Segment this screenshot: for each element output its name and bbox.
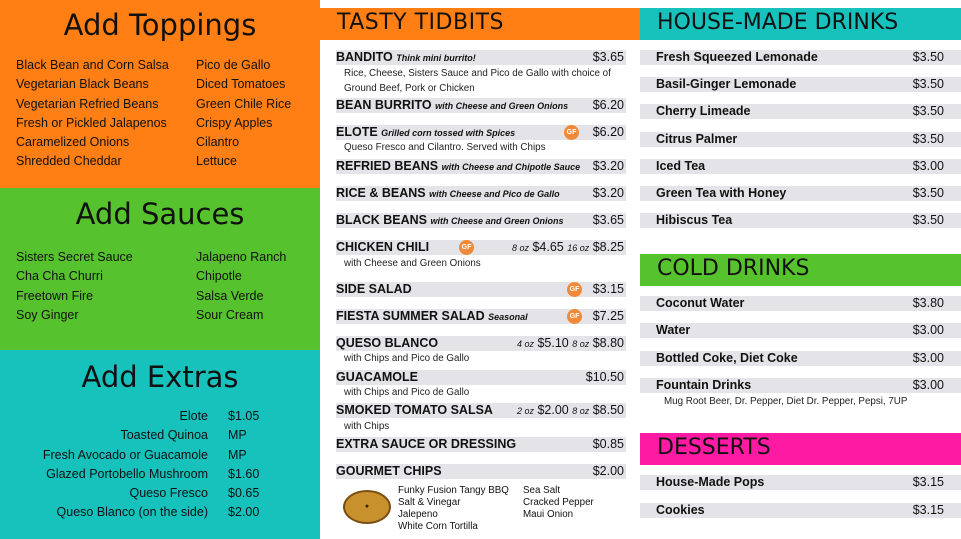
item-price-sizes: [480, 403, 624, 417]
dessert-price: $3.15: [912, 475, 944, 489]
gluten-free-icon: GF: [564, 125, 579, 140]
topping-item: Shredded Cheddar: [16, 154, 122, 169]
drink-name: Basil-Ginger Lemonade: [656, 77, 797, 91]
item-desc: Queso Fresco and Cilantro. Served with Chips: [344, 142, 546, 153]
drink-name: Cherry Limeade: [656, 104, 751, 118]
topping-item: Green Chile Rice: [196, 96, 292, 111]
drink-price: $3.00: [912, 323, 944, 337]
drink-name: Iced Tea: [656, 159, 706, 173]
extra-row: [0, 484, 320, 503]
drink-name: Water: [656, 323, 691, 337]
chip-flavors-2: [523, 485, 594, 521]
extras-list: [0, 407, 320, 523]
item-price-sizes: [480, 336, 624, 350]
topping-item: Vegetarian Black Beans: [16, 77, 149, 92]
drink-price: $3.00: [912, 351, 944, 365]
desserts-title: DESSERTS: [657, 435, 771, 460]
item-fiesta-salad: [336, 309, 528, 323]
item-price: $0.85: [592, 437, 624, 451]
drink-price: $3.50: [912, 186, 944, 200]
drink-name: Fountain Drinks: [656, 378, 752, 392]
item-note: with Cheese and Pico de Gallo: [429, 189, 560, 199]
sauce-item: Sour Cream: [196, 307, 264, 322]
item-price: $8.50: [592, 403, 624, 417]
sauce-item: Cha Cha Churri: [16, 269, 103, 284]
toppings-title: Add Toppings: [63, 8, 257, 42]
drink-name: Fresh Squeezed Lemonade: [656, 50, 818, 64]
extra-price: $2.00: [228, 505, 260, 520]
extra-row: [0, 465, 320, 484]
item-price: $2.00: [592, 464, 624, 478]
drink-price: $3.80: [912, 296, 944, 310]
cold-drinks-title: COLD DRINKS: [657, 256, 810, 281]
item-name: RICE & BEANS: [336, 186, 426, 200]
extra-row: [0, 407, 320, 426]
item-note: with Cheese and Green Onions: [430, 216, 564, 226]
topping-item: Vegetarian Refried Beans: [16, 96, 159, 111]
drink-name: Citrus Palmer: [656, 132, 738, 146]
sauce-item: Jalapeno Ranch: [196, 250, 287, 264]
item-price: $10.50: [585, 370, 624, 384]
desc-line: Rice, Cheese, Sisters Sauce and Pico de Gallo with choice of: [344, 68, 611, 79]
extra-row: [0, 446, 320, 465]
gluten-free-icon: GF: [459, 240, 474, 255]
sauce-item: Freetown Fire: [16, 288, 94, 303]
item-name: BANDITO: [336, 50, 393, 64]
item-salsa: [336, 403, 493, 417]
item-rice-beans: [336, 186, 560, 200]
dessert-price: $3.15: [912, 503, 944, 517]
chip-flavor: Maui Onion: [523, 509, 574, 520]
item-price: $6.20: [592, 98, 624, 112]
chips-brand-logo: ●: [343, 490, 391, 524]
item-bandito: [336, 50, 476, 64]
chip-flavors-1: [398, 485, 509, 533]
item-note: Seasonal: [488, 312, 528, 322]
sauce-item: Chipotle: [196, 269, 242, 284]
drink-price: $3.00: [912, 159, 944, 173]
item-price: $3.15: [592, 282, 624, 296]
extra-price: MP: [228, 447, 247, 462]
sauce-item: Soy Ginger: [16, 307, 79, 322]
topping-item: Diced Tomatoes: [196, 77, 286, 92]
chip-flavor: White Corn Tortilla: [398, 521, 478, 532]
drink-price: $3.50: [912, 50, 944, 64]
item-name: SIDE SALAD: [336, 282, 412, 296]
item-price: $6.20: [592, 125, 624, 139]
item-price: $3.20: [592, 186, 624, 200]
extra-name: Elote: [179, 409, 208, 423]
item-name: ELOTE: [336, 125, 378, 139]
item-price: $7.25: [592, 309, 624, 323]
chip-flavor: Sea Salt: [523, 485, 561, 496]
toppings-panel: [0, 0, 320, 188]
topping-item: Cilantro: [196, 135, 240, 150]
item-price: $2.00: [537, 403, 569, 417]
item-note: Grilled corn tossed with Spices: [381, 128, 516, 138]
item-name: QUESO BLANCO: [336, 336, 439, 350]
item-price: $8.25: [592, 240, 624, 254]
topping-item: Caramelized Onions: [16, 135, 130, 150]
item-name: CHICKEN CHILI: [336, 240, 430, 254]
extra-name: Toasted Quinoa: [120, 428, 208, 443]
item-price: $3.65: [592, 50, 624, 64]
drinks-title: HOUSE-MADE DRINKS: [657, 10, 899, 35]
drink-name: Bottled Coke, Diet Coke: [656, 351, 798, 365]
fountain-note: Mug Root Beer, Dr. Pepper, Diet Dr. Pepper, Pepsi, 7UP: [664, 396, 908, 407]
item-name: GUACAMOLE: [336, 370, 418, 384]
item-name: GOURMET CHIPS: [336, 464, 442, 478]
item-name: BLACK BEANS: [336, 213, 427, 227]
extra-name: Queso Blanco (on the side): [56, 505, 208, 520]
sauces-title: Add Sauces: [75, 197, 245, 231]
desserts-header: [640, 433, 961, 465]
item-price: $3.20: [592, 159, 624, 173]
drink-price: $3.50: [912, 104, 944, 118]
item-name: BEAN BURRITO: [336, 98, 432, 112]
chip-flavor: Cracked Pepper: [523, 497, 594, 508]
size-label: 8 oz: [572, 339, 590, 349]
item-name: REFRIED BEANS: [336, 159, 439, 173]
drinks-header: [640, 8, 961, 40]
item-refried: [336, 159, 580, 173]
chip-flavor: Funky Fusion Tangy BBQ: [398, 485, 509, 496]
item-price: $5.10: [537, 336, 569, 350]
chip-flavor: Jalepeno: [398, 509, 438, 520]
toppings-list-1: [16, 56, 169, 172]
desc-line: Ground Beef, Pork or Chicken: [344, 82, 475, 94]
size-label: 4 oz: [516, 339, 534, 349]
topping-item: Fresh or Pickled Jalapenos: [16, 115, 167, 130]
item-note: Think mini burrito!: [396, 53, 476, 63]
extra-name: Queso Fresco: [129, 486, 208, 501]
sauces-panel: [0, 188, 320, 350]
extra-row: [0, 503, 320, 522]
sauce-item: Sisters Secret Sauce: [16, 250, 133, 264]
item-note: with Cheese and Green Onions: [435, 101, 569, 111]
extra-price: $1.60: [228, 466, 260, 481]
item-queso-blanco: [336, 336, 438, 350]
size-label: 16 oz: [567, 243, 590, 253]
item-price: $4.65: [532, 240, 564, 254]
extra-price: MP: [228, 428, 247, 443]
chip-flavor: Salt & Vinegar: [398, 497, 461, 508]
tidbits-title: TASTY TIDBITS: [337, 10, 504, 35]
toppings-list-2: [196, 56, 291, 172]
topping-item: Lettuce: [196, 154, 238, 169]
cold-drinks-header: [640, 254, 961, 286]
item-elote: [336, 125, 515, 139]
item-note: with Cheese and Chipotle Sauce: [441, 162, 581, 172]
topping-item: Crispy Apples: [196, 115, 273, 130]
item-gourmet-chips: [336, 464, 442, 478]
gluten-free-icon: GF: [567, 309, 582, 324]
item-desc: with Chips and Pico de Gallo: [344, 353, 470, 364]
sauces-list-2: [196, 248, 286, 325]
size-label: 8 oz: [572, 406, 590, 416]
drink-price: $3.50: [912, 213, 944, 227]
tidbits-header: [320, 8, 640, 40]
item-desc: with Chips and Pico de Gallo: [344, 387, 470, 398]
extra-price: $1.05: [228, 409, 260, 423]
item-name: SMOKED TOMATO SALSA: [336, 403, 493, 417]
item-chicken-chili: [336, 240, 429, 254]
item-name: FIESTA SUMMER SALAD: [336, 309, 485, 323]
drink-price: $3.50: [912, 132, 944, 146]
item-desc: with Cheese and Green Onions: [344, 258, 481, 269]
sauces-list-1: [16, 248, 133, 325]
item-side-salad: [336, 282, 412, 296]
drink-name: Coconut Water: [656, 296, 745, 310]
dessert-name: Cookies: [656, 503, 705, 517]
item-desc: with Chips: [344, 421, 390, 432]
topping-item: Pico de Gallo: [196, 58, 271, 72]
topping-item: Black Bean and Corn Salsa: [16, 58, 169, 72]
drink-name: Hibiscus Tea: [656, 213, 733, 227]
item-black-beans: [336, 213, 564, 227]
drink-price: $3.50: [912, 77, 944, 91]
item-extra-sauce: [336, 437, 516, 451]
drink-name: Green Tea with Honey: [656, 186, 787, 200]
extra-name: Glazed Portobello Mushroom: [46, 466, 208, 481]
dessert-name: House-Made Pops: [656, 475, 765, 489]
item-name: EXTRA SAUCE OR DRESSING: [336, 437, 517, 451]
sauce-item: Salsa Verde: [196, 288, 264, 303]
item-price: $8.80: [592, 336, 624, 350]
size-label: 2 oz: [516, 406, 534, 416]
extra-row: [0, 426, 320, 445]
item-price: $3.65: [592, 213, 624, 227]
extra-price: $0.65: [228, 486, 260, 501]
drink-price: $3.00: [912, 378, 944, 392]
item-desc: [344, 67, 611, 96]
item-guacamole: [336, 370, 418, 384]
gluten-free-icon: GF: [567, 282, 582, 297]
item-bean-burrito: [336, 98, 568, 112]
item-price-sizes: [480, 240, 624, 254]
extra-name: Fresh Avocado or Guacamole: [42, 447, 208, 462]
extras-title: Add Extras: [81, 360, 239, 394]
size-label: 8 oz: [511, 243, 529, 253]
